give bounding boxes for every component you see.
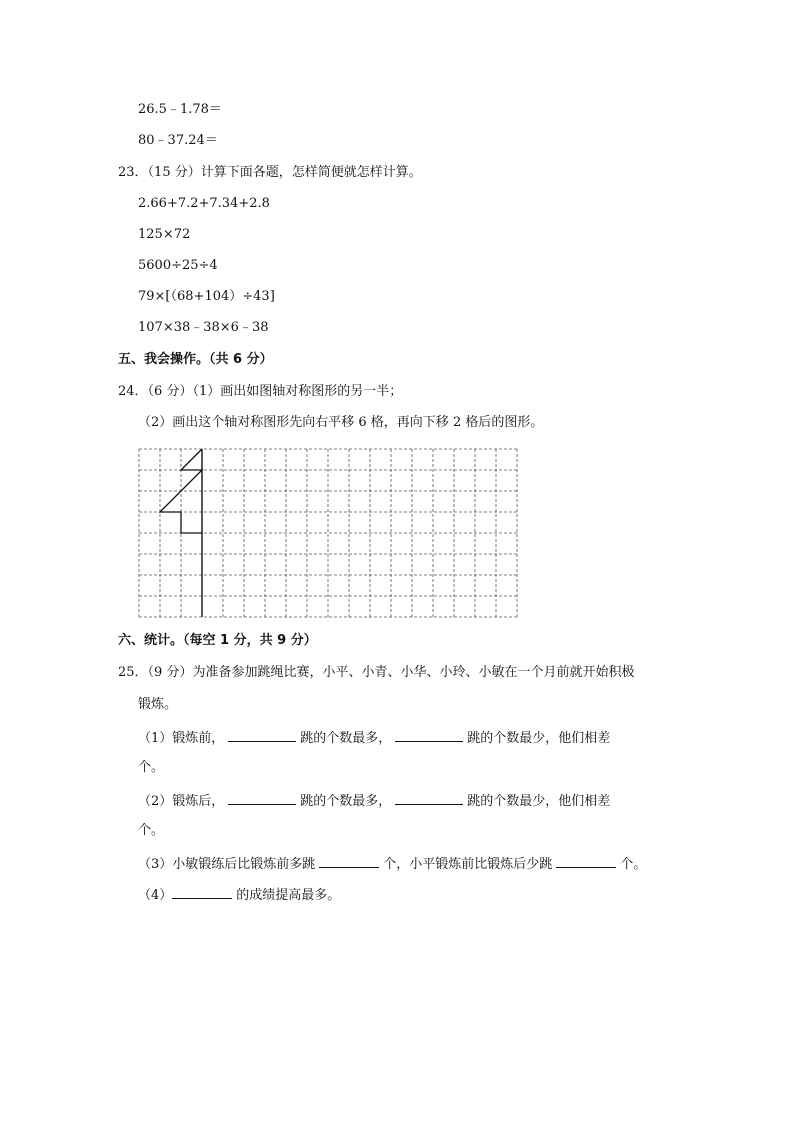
answer-blank[interactable] — [319, 853, 379, 868]
question-24-line1: 24．（6 分）（1）画出如图轴对称图形的另一半； — [118, 384, 403, 399]
question-25-part1 — [138, 727, 610, 748]
part4-label: （4） — [138, 888, 173, 903]
question-25-part1-cont: 个。 — [138, 760, 165, 775]
question-25-part4 — [138, 884, 340, 905]
answer-blank[interactable] — [228, 727, 296, 742]
expr-22-2: 80﹣37.24＝ — [138, 133, 218, 148]
question-24-line2: （2）画出这个轴对称图形先向右平移 6 格，再向下移 2 格后的图形。 — [138, 415, 544, 430]
part1-text-3: 跳的个数最少，他们相差 — [467, 731, 611, 746]
expr-23-1: 2.66+7.2+7.34+2.8 — [138, 196, 270, 211]
question-25-head: 25．（9 分）为准备参加跳绳比赛，小平、小青、小华、小玲、小敏在一个月前就开始积极 — [118, 665, 635, 680]
answer-blank[interactable] — [556, 853, 616, 868]
question-25-part2 — [138, 790, 610, 811]
answer-blank[interactable] — [395, 727, 463, 742]
expr-22-1: 26.5﹣1.78＝ — [138, 102, 222, 117]
part2-text-2: 跳的个数最多， — [300, 794, 392, 809]
part4-text: 的成绩提高最多。 — [236, 888, 341, 903]
question-25-head-cont: 锻炼。 — [138, 697, 178, 712]
part3-label: （3）小敏锻练后比锻炼前多跳 — [138, 857, 316, 872]
part3-text-3: 个。 — [620, 857, 647, 872]
question-25-part2-cont: 个。 — [138, 823, 165, 838]
part2-text-3: 跳的个数最少，他们相差 — [467, 794, 611, 809]
part1-label: （1）锻炼前， — [138, 731, 225, 746]
answer-blank[interactable] — [228, 790, 296, 805]
section-5-title: 五、我会操作。（共 6 分） — [118, 352, 273, 367]
expr-23-4: 79×[（68+104）÷43] — [138, 289, 275, 304]
question-23-head: 23．（15 分）计算下面各题，怎样简便就怎样计算。 — [118, 165, 422, 180]
part1-text-2: 跳的个数最多， — [300, 731, 392, 746]
expr-23-3: 5600÷25÷4 — [138, 258, 218, 273]
question-25-part3 — [138, 853, 646, 874]
section-6-title: 六、统计。（每空 1 分，共 9 分） — [118, 633, 317, 648]
answer-blank[interactable] — [172, 884, 232, 899]
part3-text-2: 个，小平锻炼前比锻炼后少跳 — [383, 857, 553, 872]
expr-23-5: 107×38﹣38×6﹣38 — [138, 320, 269, 335]
part2-label: （2）锻炼后， — [138, 794, 225, 809]
grid-figure — [138, 448, 520, 620]
answer-blank[interactable] — [395, 790, 463, 805]
expr-23-2: 125×72 — [138, 227, 191, 242]
